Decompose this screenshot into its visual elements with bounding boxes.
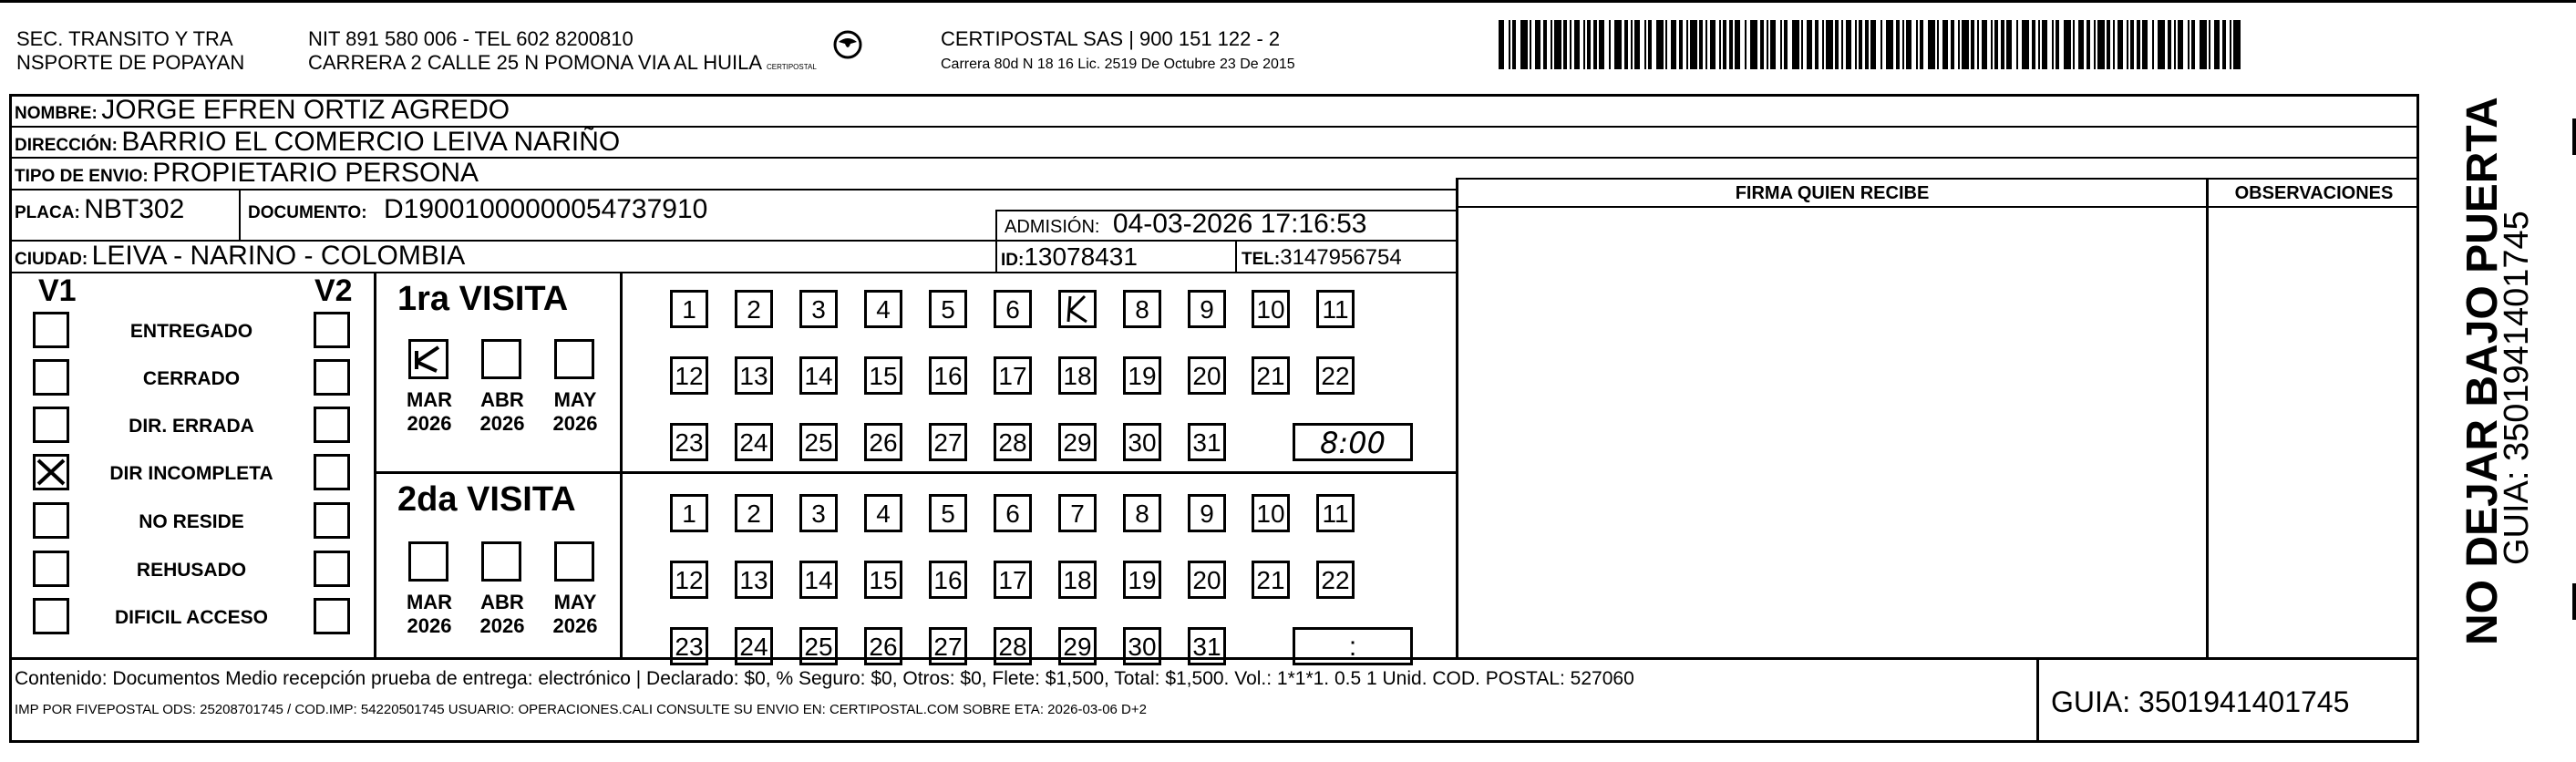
status-v1-checkbox[interactable] <box>33 551 69 587</box>
row-sep <box>1456 178 2419 180</box>
barcode-bar <box>1855 20 1857 69</box>
id-label: ID: <box>1001 251 1025 270</box>
barcode-bar <box>2152 20 2154 69</box>
barcode-bar <box>2233 20 2241 69</box>
day-box[interactable]: 18 <box>1058 561 1097 599</box>
day-box[interactable]: 31 <box>1188 627 1226 665</box>
nombre-label: NOMBRE: <box>15 104 98 123</box>
barcode-bar <box>1807 20 1812 69</box>
sender-line1: SEC. TRANSITO Y TRA <box>16 27 233 50</box>
time-box[interactable]: : <box>1293 627 1413 665</box>
day-box[interactable]: 20 <box>1188 561 1226 599</box>
barcode-bar <box>1991 20 1993 69</box>
day-box[interactable]: 20 <box>1188 356 1226 395</box>
visit2-title: 2da VISITA <box>397 480 576 519</box>
observaciones-header: OBSERVACIONES <box>2234 183 2394 203</box>
status-v1-checkbox[interactable] <box>33 454 69 490</box>
day-box[interactable]: 19 <box>1123 356 1161 395</box>
month-day-sep <box>620 272 623 658</box>
barcode-bar <box>1826 20 1833 69</box>
barcode-bar <box>2188 20 2190 69</box>
barcode-bar <box>1801 20 1803 69</box>
barcode-bar <box>1920 20 1923 69</box>
barcode-bar <box>2191 20 2195 69</box>
barcode-bar <box>1686 20 1688 69</box>
barcode-bar <box>2178 20 2183 69</box>
day-box[interactable]: 5 <box>929 494 967 532</box>
edge-mark <box>2572 118 2576 155</box>
footer-guia: GUIA: 3501941401745 <box>2051 685 2350 718</box>
barcode <box>1499 20 2244 69</box>
side-text <box>2419 97 2574 656</box>
certipostal-logo-icon <box>827 24 869 66</box>
day-box[interactable]: 12 <box>670 561 708 599</box>
sender-line2: NSPORTE DE POPAYAN <box>16 51 245 74</box>
tel-label: TEL: <box>1242 250 1281 269</box>
day-box[interactable]: 2 <box>735 290 773 328</box>
tipo-value: PROPIETARIO PERSONA <box>152 158 479 188</box>
barcode-bar <box>1509 20 1510 69</box>
day-box[interactable]: 27 <box>929 423 967 461</box>
barcode-bar <box>1609 20 1611 69</box>
barcode-bar <box>1865 20 1869 69</box>
barcode-bar <box>2073 20 2075 69</box>
placa-sep <box>239 189 241 240</box>
barcode-bar <box>1962 20 1969 69</box>
month-year: 2026 <box>552 614 598 637</box>
barcode-bar <box>2174 20 2176 69</box>
barcode-bar <box>1994 20 1998 69</box>
placa-cell <box>15 193 184 231</box>
barcode-bar <box>2127 20 2128 69</box>
day-box[interactable]: 19 <box>1123 561 1161 599</box>
day-box[interactable]: 29 <box>1058 627 1097 665</box>
status-v2-checkbox[interactable] <box>314 407 350 443</box>
barcode-bar <box>1982 20 1987 69</box>
barcode-bar <box>2117 20 2123 69</box>
visit-sep <box>374 471 1457 474</box>
barcode-bar <box>2052 20 2054 69</box>
day-box[interactable]: 24 <box>735 423 773 461</box>
day-box[interactable]: 21 <box>1252 356 1290 395</box>
barcode-bar <box>2032 20 2035 69</box>
barcode-bar <box>1750 20 1757 69</box>
status-v1-checkbox[interactable] <box>33 407 69 443</box>
month-checkbox[interactable] <box>554 339 594 379</box>
barcode-bar <box>2078 20 2084 69</box>
barcode-bar <box>1822 20 1824 69</box>
barcode-bar <box>1937 20 1939 69</box>
barcode-bar <box>1705 20 1707 69</box>
day-box[interactable]: 17 <box>994 561 1032 599</box>
status-v2-checkbox[interactable] <box>314 598 350 634</box>
barcode-bar <box>2142 20 2148 69</box>
day-box[interactable]: 10 <box>1252 290 1290 328</box>
barcode-bar <box>1614 20 1622 69</box>
status-v2-checkbox[interactable] <box>314 359 350 396</box>
month-year: 2026 <box>552 412 598 435</box>
barcode-bar <box>1520 20 1528 69</box>
status-option-label: REHUSADO <box>136 560 247 581</box>
month-label <box>470 591 534 638</box>
day-box[interactable]: 22 <box>1316 356 1355 395</box>
day-box[interactable]: 23 <box>670 423 708 461</box>
no-dejar-warning: NO DEJAR BAJO PUERTA <box>2458 97 2507 645</box>
status-option-label: DIR. ERRADA <box>129 416 254 437</box>
day-box[interactable]: 28 <box>994 627 1032 665</box>
barcode-bar <box>2130 20 2134 69</box>
firma-area[interactable] <box>1458 208 2206 656</box>
barcode-bar <box>2214 20 2220 69</box>
time-box[interactable]: 8:00 <box>1293 423 1413 461</box>
barcode-bar <box>1735 20 1740 69</box>
barcode-bar <box>1902 20 1904 69</box>
barcode-bar <box>1841 20 1843 69</box>
barcode-bar <box>1631 20 1633 69</box>
day-box[interactable]: 26 <box>864 423 902 461</box>
company-block <box>941 27 1295 73</box>
tipo-row <box>15 157 479 189</box>
barcode-bar <box>1719 20 1721 69</box>
day-box[interactable]: 1 <box>670 290 708 328</box>
barcode-bar <box>2097 20 2105 69</box>
edge-mark <box>2572 583 2576 620</box>
ciudad-value: LEIVA - NARINO - COLOMBIA <box>91 241 466 271</box>
day-box[interactable]: 29 <box>1058 423 1097 461</box>
barcode-bar <box>2158 20 2165 69</box>
admision-value: 04-03-2026 17:16:53 <box>1112 209 1367 239</box>
barcode-bar <box>2042 20 2047 69</box>
v1-label: V1 <box>38 273 77 308</box>
barcode-bar <box>1723 20 1726 69</box>
day-box[interactable]: 1 <box>670 494 708 532</box>
day-box[interactable]: 15 <box>864 356 902 395</box>
barcode-bar <box>1896 20 1900 69</box>
id-cell <box>1001 242 1138 277</box>
day-box[interactable]: 12 <box>670 356 708 395</box>
barcode-bar <box>1815 20 1819 69</box>
day-box[interactable]: 15 <box>864 561 902 599</box>
barcode-bar <box>1530 20 1531 69</box>
month-name: ABR <box>480 388 524 411</box>
direccion-label: DIRECCIÓN: <box>15 136 118 155</box>
barcode-bar <box>1886 20 1893 69</box>
barcode-bar <box>1634 20 1640 69</box>
barcode-bar <box>1648 20 1652 69</box>
placa-value: NBT302 <box>84 194 185 224</box>
day-box[interactable]: 23 <box>670 627 708 665</box>
barcode-bar <box>2001 20 2004 69</box>
row-sep <box>9 189 1458 190</box>
barcode-bar <box>2168 20 2171 69</box>
month-name: ABR <box>480 591 524 613</box>
day-box[interactable]: 10 <box>1252 494 1290 532</box>
tipo-label: TIPO DE ENVIO: <box>15 167 149 186</box>
footer-line1: Contenido: Documentos Medio recepción prueba de entrega: electrónico | Declarado: $0, % Seguro: $0, Otros: $0, Flete: $1,500, Total: $1,500. Vol.: 1*1*1. 0.5 1 Unid. COD. POSTAL: 527060 <box>15 668 1634 689</box>
barcode-bar <box>1906 20 1911 69</box>
id-value: 13078431 <box>1024 242 1138 271</box>
barcode-bar <box>2137 20 2140 69</box>
month-name: MAY <box>553 388 597 411</box>
barcode-bar <box>1583 20 1585 69</box>
barcode-bar <box>1593 20 1597 69</box>
month-year: 2026 <box>407 614 452 637</box>
status-v2-checkbox[interactable] <box>314 551 350 587</box>
barcode-bar <box>2107 20 2110 69</box>
day-box[interactable]: 22 <box>1316 561 1355 599</box>
day-box[interactable]: 25 <box>799 627 838 665</box>
day-box[interactable]: 2 <box>735 494 773 532</box>
month-label <box>543 388 607 436</box>
barcode-bar <box>1745 20 1747 69</box>
barcode-bar <box>1767 20 1768 69</box>
nit-line: NIT 891 580 006 - TEL 602 8200810 <box>308 27 634 50</box>
status-option-label: ENTREGADO <box>129 321 253 342</box>
ciudad-cell <box>15 241 465 276</box>
nombre-value: JORGE EFREN ORTIZ AGREDO <box>101 95 510 125</box>
status-v1-checkbox[interactable] <box>33 502 69 539</box>
barcode-bar <box>1665 20 1667 69</box>
day-box[interactable]: 21 <box>1252 561 1290 599</box>
day-box[interactable]: 9 <box>1188 290 1226 328</box>
tel-value: 3147956754 <box>1280 245 1402 270</box>
admision-sep <box>995 210 997 272</box>
barcode-bar <box>1928 20 1935 69</box>
month-name: MAR <box>406 388 453 411</box>
barcode-bar <box>2022 20 2029 69</box>
day-box[interactable]: 24 <box>735 627 773 665</box>
day-box[interactable]: 7 <box>1058 494 1097 532</box>
top-edge <box>0 0 2576 3</box>
status-v1-checkbox[interactable] <box>33 359 69 396</box>
day-box[interactable]: 8 <box>1123 290 1161 328</box>
day-box[interactable]: 17 <box>994 356 1032 395</box>
day-box[interactable]: 5 <box>929 290 967 328</box>
barcode-bar <box>1942 20 1948 69</box>
company-sub: Carrera 80d N 18 16 Lic. 2519 De Octubre 23 De 2015 <box>941 57 1295 72</box>
barcode-bar <box>1710 20 1716 69</box>
barcode-bar <box>1729 20 1733 69</box>
barcode-bar <box>1624 20 1628 69</box>
day-box[interactable]: 6 <box>994 290 1032 328</box>
day-box[interactable]: 16 <box>929 356 967 395</box>
visit1-title: 1ra VISITA <box>397 280 569 318</box>
footer-guia-sep <box>2036 658 2039 743</box>
day-box[interactable]: 18 <box>1058 356 1097 395</box>
barcode-bar <box>1656 20 1664 69</box>
sender-block <box>16 27 244 75</box>
day-box[interactable]: 4 <box>864 494 902 532</box>
barcode-bar <box>2200 20 2207 69</box>
barcode-bar <box>1784 20 1788 69</box>
ciudad-label: CIUDAD: <box>15 250 88 269</box>
barcode-bar <box>1679 20 1683 69</box>
barcode-bar <box>1499 20 1504 69</box>
barcode-bar <box>1570 20 1571 69</box>
barcode-bar <box>1916 20 1918 69</box>
barcode-bar <box>1977 20 1979 69</box>
barcode-bar <box>2113 20 2115 69</box>
barcode-bar <box>2222 20 2226 69</box>
barcode-bar <box>2094 20 2096 69</box>
month-label <box>397 591 461 638</box>
barcode-bar <box>1846 20 1851 69</box>
barcode-bar <box>1574 20 1580 69</box>
barcode-bar <box>1671 20 1676 69</box>
placa-label: PLACA: <box>15 203 80 222</box>
status-option-label: DIFICIL ACCESO <box>114 607 268 628</box>
day-box[interactable]: 11 <box>1316 494 1355 532</box>
barcode-bar <box>2230 20 2231 69</box>
day-box[interactable]: 27 <box>929 627 967 665</box>
month-year: 2026 <box>479 412 525 435</box>
day-box[interactable]: 9 <box>1188 494 1226 532</box>
month-checkbox[interactable] <box>481 339 521 379</box>
status-option-label: NO RESIDE <box>139 511 244 532</box>
month-year: 2026 <box>479 614 525 637</box>
day-box[interactable]: 30 <box>1123 627 1161 665</box>
tel-cell <box>1242 242 1402 276</box>
direccion-value: BARRIO EL COMERCIO LEIVA NARIÑO <box>121 127 621 157</box>
barcode-bar <box>1958 20 1960 69</box>
barcode-bar <box>2209 20 2210 69</box>
month-checkbox[interactable] <box>408 541 448 582</box>
status-v1-checkbox[interactable] <box>33 598 69 634</box>
admision-cell <box>1005 208 1366 245</box>
month-label <box>470 388 534 436</box>
company-line: CERTIPOSTAL SAS | 900 151 122 - 2 <box>941 27 1281 50</box>
barcode-bar <box>2038 20 2040 69</box>
barcode-bar <box>1951 20 1954 69</box>
barcode-bar <box>1599 20 1604 69</box>
barcode-bar <box>1644 20 1646 69</box>
month-name: MAR <box>406 591 453 613</box>
status-option-label: CERRADO <box>142 368 241 389</box>
day-box[interactable]: 31 <box>1188 423 1226 461</box>
month-label <box>397 388 461 436</box>
day-box[interactable]: 13 <box>735 356 773 395</box>
day-box[interactable]: 25 <box>799 423 838 461</box>
v2-label: V2 <box>314 273 353 308</box>
day-box[interactable]: 28 <box>994 423 1032 461</box>
month-checkbox[interactable] <box>481 541 521 582</box>
barcode-bar <box>1770 20 1776 69</box>
day-box[interactable]: 13 <box>735 561 773 599</box>
barcode-bar <box>1551 20 1552 69</box>
documento-cell <box>248 193 707 231</box>
day-box-marked[interactable] <box>1058 290 1097 328</box>
day-box[interactable]: 14 <box>799 356 838 395</box>
barcode-bar <box>2006 20 2012 69</box>
month-checkbox[interactable] <box>554 541 594 582</box>
day-box[interactable]: 3 <box>799 290 838 328</box>
day-box[interactable]: 26 <box>864 627 902 665</box>
status-v1-checkbox[interactable] <box>33 312 69 348</box>
barcode-bar <box>1835 20 1839 69</box>
barcode-bar <box>1543 20 1547 69</box>
status-v2-checkbox[interactable] <box>314 312 350 348</box>
day-box[interactable]: 11 <box>1316 290 1355 328</box>
day-box[interactable]: 14 <box>799 561 838 599</box>
barcode-bar <box>1870 20 1876 69</box>
barcode-bar <box>1792 20 1799 69</box>
barcode-bar <box>1535 20 1540 69</box>
barcode-bar <box>1690 20 1697 69</box>
month-checkbox[interactable] <box>408 339 448 379</box>
barcode-bar <box>1587 20 1591 69</box>
barcode-bar <box>1880 20 1882 69</box>
day-box[interactable]: 4 <box>864 290 902 328</box>
direccion-row <box>15 126 620 157</box>
address-line: CARRERA 2 CALLE 25 N POMONA VIA AL HUILA <box>308 51 761 74</box>
barcode-bar <box>2064 20 2071 69</box>
day-box[interactable]: 6 <box>994 494 1032 532</box>
month-year: 2026 <box>407 412 452 435</box>
barcode-bar <box>1780 20 1782 69</box>
barcode-bar <box>1554 20 1561 69</box>
barcode-bar <box>1859 20 1862 69</box>
barcode-bar <box>2056 20 2059 69</box>
month-label <box>543 591 607 638</box>
status-option-label: DIR INCOMPLETA <box>109 463 273 484</box>
documento-value: D19001000000054737910 <box>384 194 708 224</box>
observaciones-area[interactable] <box>2209 208 2419 656</box>
barcode-bar <box>1512 20 1516 69</box>
logo-caption: CERTIPOSTAL <box>766 63 817 71</box>
status-visit-sep <box>374 272 376 658</box>
admision-label: ADMISIÓN: <box>1005 217 1100 237</box>
day-box[interactable]: 8 <box>1123 494 1161 532</box>
barcode-bar <box>1563 20 1567 69</box>
barcode-bar <box>2016 20 2018 69</box>
day-box[interactable]: 30 <box>1123 423 1161 461</box>
status-v2-checkbox[interactable] <box>314 502 350 539</box>
month-name: MAY <box>553 591 597 613</box>
barcode-bar <box>1699 20 1703 69</box>
barcode-bar <box>1971 20 1974 69</box>
day-box[interactable]: 16 <box>929 561 967 599</box>
footer-line2: IMP POR FIVEPOSTAL ODS: 25208701745 / COD.IMP: 54220501745 USUARIO: OPERACIONES.CALI CONSULTE SU ENVIO EN: CERTIPOSTAL.COM SOBRE ETA: 2026-03-06 D+2 <box>15 702 1147 717</box>
documento-label: DOCUMENTO: <box>248 203 367 222</box>
nit-block <box>308 27 817 79</box>
day-box[interactable]: 3 <box>799 494 838 532</box>
nombre-row <box>15 94 510 126</box>
status-v2-checkbox[interactable] <box>314 454 350 490</box>
firma-header: FIRMA QUIEN RECIBE <box>1735 183 1930 203</box>
barcode-bar <box>2087 20 2090 69</box>
barcode-bar <box>1760 20 1764 69</box>
side-guia: GUIA: 3501941401745 <box>2498 211 2536 565</box>
